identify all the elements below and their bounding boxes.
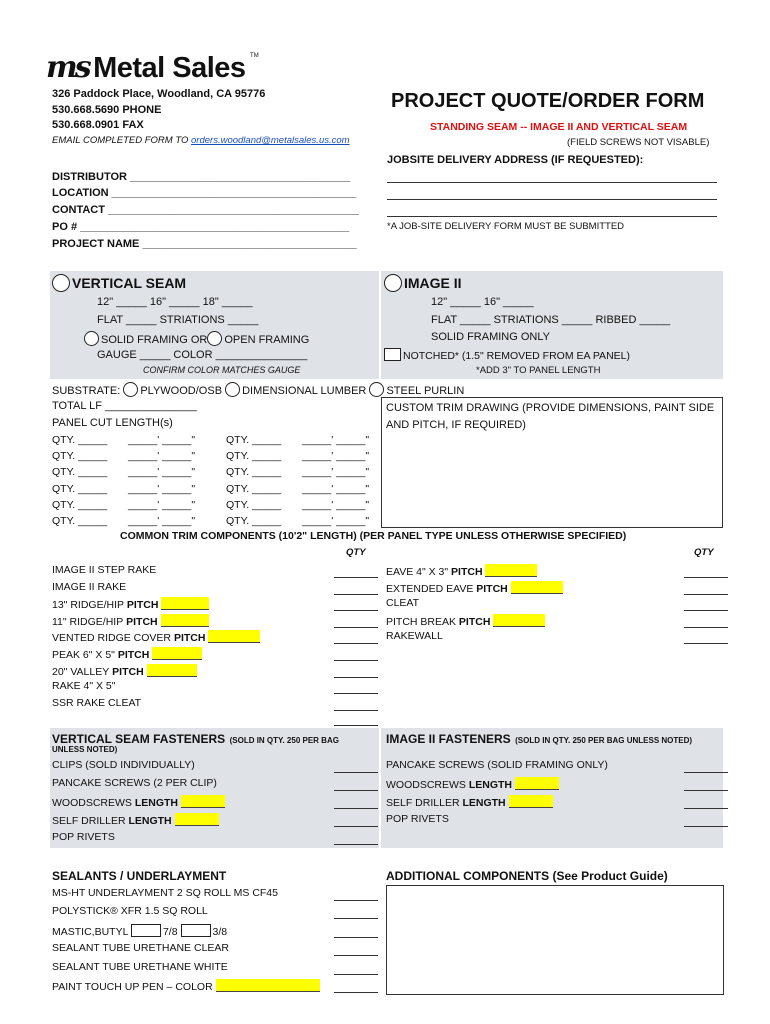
custom-trim-text: CUSTOM TRIM DRAWING (PROVIDE DIMENSIONS, PAINT SIDE AND PITCH, IF REQUIRED): [386, 402, 715, 431]
trim-item-label: EXTENDED EAVE: [386, 582, 474, 595]
qty-line[interactable]: [334, 627, 378, 628]
trim-item-label: RAKEWALL: [386, 630, 443, 643]
jobsite-line-2[interactable]: [387, 199, 717, 200]
length-field[interactable]: [509, 795, 553, 808]
qty-line[interactable]: [334, 900, 378, 901]
trim-item: [52, 614, 209, 628]
length-field[interactable]: _____' _____": [302, 498, 370, 511]
fastener-item: [386, 777, 559, 791]
qty-line[interactable]: [684, 772, 728, 773]
trim-item: [52, 630, 260, 644]
vs-fasteners-note2: UNLESS NOTED): [52, 745, 118, 754]
trim-item-label: IMAGE II RAKE: [52, 580, 127, 593]
qty-line[interactable]: [334, 610, 378, 611]
qty-line[interactable]: [334, 643, 378, 644]
vs-gauge[interactable]: GAUGE _____ COLOR _______________: [97, 349, 308, 361]
fax: 530.668.0901 FAX: [52, 119, 144, 131]
qty-field[interactable]: QTY. _____: [52, 434, 108, 446]
email-line: [52, 135, 350, 146]
qty-line[interactable]: [334, 808, 378, 809]
qty-line[interactable]: [684, 627, 728, 628]
trim-qty-left: QTY: [346, 547, 366, 558]
fastener-label: WOODSCREWS: [52, 797, 132, 809]
notched-label: NOTCHED* (1.5" REMOVED FROM EA PANEL): [403, 350, 630, 362]
length-label: LENGTH: [465, 779, 515, 791]
vs-widths[interactable]: 12" _____ 16" _____ 18" _____: [97, 296, 253, 308]
fastener-label: CLIPS (SOLD INDIVIDUALLY): [52, 759, 195, 771]
i2-flat[interactable]: FLAT _____ STRIATIONS _____ RIBBED _____: [431, 314, 671, 326]
qty-line[interactable]: [334, 693, 378, 694]
size-box[interactable]: [131, 924, 161, 937]
open-framing-label: OPEN FRAMING: [224, 334, 310, 346]
project-name-field[interactable]: PROJECT NAME ___________________________________: [52, 238, 357, 250]
vertical-seam-radio[interactable]: [52, 274, 70, 292]
location-field[interactable]: LOCATION ________________________________________: [52, 187, 357, 199]
i2-widths[interactable]: 12" _____ 16" _____: [431, 296, 534, 308]
trim-pitch-label: PITCH: [114, 649, 153, 661]
pitch-field[interactable]: [208, 630, 260, 643]
lumber-radio[interactable]: [225, 382, 240, 397]
fastener-item: [52, 777, 217, 789]
pitch-field[interactable]: [161, 614, 209, 627]
length-field[interactable]: _____' _____": [302, 515, 370, 527]
length-label: LENGTH: [459, 797, 509, 809]
total-lf[interactable]: TOTAL LF _______________: [52, 400, 197, 412]
qty-line[interactable]: [684, 643, 728, 644]
jobsite-label: JOBSITE DELIVERY ADDRESS (IF REQUESTED):: [387, 154, 644, 166]
address: 326 Paddock Place, Woodland, CA 95776: [52, 88, 266, 100]
image2-radio[interactable]: [384, 274, 402, 292]
trim-item: [52, 664, 197, 678]
image2-title: [384, 274, 462, 292]
vs-fasteners-note: (SOLD IN QTY. 250 PER BAG: [229, 736, 339, 745]
solid-framing-label: SOLID FRAMING OR: [101, 334, 208, 346]
fastener-label: PANCAKE SCREWS (2 PER CLIP): [52, 777, 217, 789]
fastener-label: SELF DRILLER: [52, 815, 126, 827]
length-field[interactable]: _____' _____": [302, 434, 370, 446]
length-field[interactable]: _____' _____": [128, 498, 196, 511]
logo-text: Metal Sales: [93, 52, 246, 84]
trim-item: [52, 597, 209, 611]
vertical-seam-label: VERTICAL SEAM: [72, 275, 187, 291]
trim-item-label: EAVE 4" X 3": [386, 566, 449, 578]
fastener-item: [52, 813, 219, 827]
qty-line[interactable]: [334, 826, 378, 827]
sealant-item: [52, 887, 278, 899]
fastener-item: [386, 813, 449, 825]
trim-item: [386, 614, 545, 628]
substrate-label: SUBSTRATE:: [52, 385, 121, 397]
trim-item-label: VENTED RIDGE COVER: [52, 632, 172, 645]
vs-confirm: CONFIRM COLOR MATCHES GAUGE: [143, 365, 301, 375]
additional-box[interactable]: [386, 885, 724, 995]
trim-item: [386, 597, 419, 609]
size-label: 3/8: [212, 925, 228, 938]
vs-fasteners-label: VERTICAL SEAM FASTENERS: [52, 732, 226, 746]
size-label: 7/8: [162, 925, 178, 938]
qty-line[interactable]: [334, 992, 378, 993]
length-field[interactable]: _____' _____": [128, 482, 196, 495]
trim-item-label: CLEAT: [386, 597, 420, 610]
length-field[interactable]: _____' _____": [128, 450, 196, 463]
qty-line[interactable]: [334, 710, 378, 711]
phone: 530.668.5690 PHONE: [52, 104, 162, 116]
fastener-item: [52, 759, 195, 771]
qty-line[interactable]: [334, 594, 378, 595]
qty-line[interactable]: [334, 918, 378, 919]
qty-line[interactable]: [334, 577, 378, 578]
purlin-radio[interactable]: [369, 382, 384, 397]
i2-fasteners-title: [386, 730, 692, 748]
qty-line[interactable]: [334, 677, 378, 678]
qty-field[interactable]: QTY. _____: [226, 466, 282, 479]
trim-item: [52, 581, 126, 593]
form-title: PROJECT QUOTE/ORDER FORM: [391, 90, 705, 112]
length-field[interactable]: _____' _____": [302, 466, 370, 479]
length-field[interactable]: [175, 813, 219, 826]
substrate-row: [52, 382, 464, 397]
sealants-title: SEALANTS / UNDERLAYMENT: [52, 869, 227, 883]
trim-item: [52, 564, 156, 576]
contact-field[interactable]: CONTACT _________________________________________: [52, 204, 359, 216]
color-field[interactable]: [216, 979, 320, 992]
trim-item-label: 20" VALLEY: [52, 665, 110, 678]
sealant-item: [52, 905, 208, 917]
sealant-label: MASTIC,BUTYL: [52, 925, 129, 938]
qty-line[interactable]: [334, 844, 378, 845]
pitch-field[interactable]: [152, 647, 202, 660]
size-box[interactable]: [181, 924, 211, 937]
jobsite-line-3[interactable]: [387, 216, 717, 217]
fastener-label: POP RIVETS: [52, 831, 115, 843]
qty-line[interactable]: [684, 577, 728, 578]
distributor-field[interactable]: DISTRIBUTOR ____________________________________: [52, 171, 351, 183]
fastener-label: PANCAKE SCREWS (SOLID FRAMING ONLY): [386, 759, 608, 771]
purlin-label: STEEL PURLIN: [386, 385, 465, 397]
trim-item-label: PITCH BREAK: [386, 615, 457, 628]
qty-field[interactable]: QTY. _____: [226, 515, 282, 527]
qty-line[interactable]: [334, 660, 378, 661]
jobsite-line-1[interactable]: [387, 182, 717, 183]
trim-item: [386, 564, 537, 578]
vs-framing: [84, 331, 309, 346]
sealant-item: [52, 942, 229, 954]
length-label: LENGTH: [131, 797, 181, 809]
image2-label: IMAGE II: [404, 275, 462, 291]
trim-item-label: 11" RIDGE/HIP: [52, 615, 124, 628]
length-label: LENGTH: [125, 815, 175, 827]
qty-line[interactable]: [684, 790, 728, 791]
trim-heading: COMMON TRIM COMPONENTS (10'2" LENGTH) (PER PANEL TYPE UNLESS OTHERWISE SPECIFIED): [120, 530, 627, 542]
trim-item-label: 13" RIDGE/HIP: [52, 599, 124, 612]
fastener-item: [52, 831, 115, 843]
trim-pitch-label: PITCH: [456, 615, 494, 628]
qty-line[interactable]: [684, 594, 728, 595]
qty-line[interactable]: [334, 974, 378, 975]
email-link[interactable]: orders.woodland@metalsales.us.com: [191, 135, 350, 146]
trim-qty-right: QTY: [694, 547, 714, 558]
length-field[interactable]: _____' _____": [128, 466, 196, 479]
pitch-field[interactable]: [485, 564, 537, 577]
trim-pitch-label: PITCH: [473, 582, 511, 595]
sealant-label: MS-HT UNDERLAYMENT 2 SQ ROLL MS CF45: [52, 887, 278, 899]
trim-item-label: PEAK 6" X 5": [52, 649, 115, 661]
trim-item-label: SSR RAKE CLEAT: [52, 696, 142, 709]
pitch-field[interactable]: [161, 597, 209, 610]
solid-framing-radio[interactable]: [84, 331, 99, 346]
form-subnote: (FIELD SCREWS NOT VISABLE): [567, 137, 710, 148]
trim-pitch-label: PITCH: [124, 599, 162, 612]
trim-pitch-label: PITCH: [448, 566, 486, 578]
plywood-radio[interactable]: [123, 382, 138, 397]
logo-tm: TM: [250, 53, 259, 59]
qty-field[interactable]: QTY. _____: [52, 466, 108, 479]
trim-item: [52, 697, 141, 709]
qty-line[interactable]: [684, 610, 728, 611]
qty-field[interactable]: QTY. _____: [52, 515, 108, 527]
qty-line[interactable]: [334, 725, 378, 726]
length-field[interactable]: _____' _____": [128, 515, 196, 527]
trim-item-label: IMAGE II STEP RAKE: [52, 564, 157, 576]
qty-field[interactable]: QTY. _____: [226, 498, 282, 511]
fastener-item: [386, 759, 608, 771]
plywood-label: PLYWOOD/OSB: [140, 385, 223, 397]
sealant-label: PAINT TOUCH UP PEN – COLOR: [52, 981, 213, 993]
sealant-item: [52, 979, 320, 993]
i2-notched: [384, 348, 630, 362]
vs-flat[interactable]: FLAT _____ STRIATIONS _____: [97, 314, 259, 326]
panel-cut-label: PANEL CUT LENGTH(s): [52, 417, 173, 429]
pitch-field[interactable]: [511, 581, 563, 594]
jobsite-note: *A JOB-SITE DELIVERY FORM MUST BE SUBMITTED: [387, 221, 625, 232]
qty-line[interactable]: [334, 772, 378, 773]
email-prefix: EMAIL COMPLETED FORM TO: [52, 135, 192, 146]
pitch-field[interactable]: [147, 664, 197, 677]
qty-field[interactable]: QTY. _____: [226, 482, 282, 495]
trim-item: [52, 647, 202, 661]
qty-field[interactable]: QTY. _____: [52, 498, 108, 511]
trim-pitch-label: PITCH: [171, 632, 209, 645]
open-framing-radio[interactable]: [207, 331, 222, 346]
logo-mark: ms: [46, 50, 89, 85]
notched-checkbox[interactable]: [384, 348, 401, 361]
i2-fasteners-note: (SOLD IN QTY. 250 PER BAG UNLESS NOTED): [515, 736, 693, 745]
vertical-seam-title: [52, 274, 186, 292]
qty-line[interactable]: [334, 955, 378, 956]
po-field[interactable]: PO # ____________________________________________: [52, 221, 350, 233]
trim-item: [52, 680, 115, 692]
trim-item-label: RAKE 4" X 5": [52, 680, 116, 693]
length-field[interactable]: [515, 777, 559, 790]
i2-fasteners-label: IMAGE II FASTENERS: [386, 732, 511, 746]
length-field[interactable]: _____' _____": [302, 482, 370, 495]
sealant-label: POLYSTICK® XFR 1.5 SQ ROLL: [52, 905, 208, 918]
length-field[interactable]: [181, 795, 225, 808]
sealant-item: [52, 961, 228, 973]
trim-item: [386, 581, 563, 595]
sealant-label: SEALANT TUBE URETHANE WHITE: [52, 960, 228, 973]
qty-line[interactable]: [684, 808, 728, 809]
qty-line[interactable]: [334, 790, 378, 791]
additional-title: ADDITIONAL COMPONENTS (See Product Guide): [386, 869, 668, 883]
i2-solid: SOLID FRAMING ONLY: [431, 331, 550, 343]
length-field[interactable]: _____' _____": [302, 450, 370, 463]
qty-field[interactable]: QTY. _____: [52, 482, 108, 495]
fastener-label: SELF DRILLER: [386, 797, 460, 809]
lumber-label: DIMENSIONAL LUMBER: [242, 385, 367, 397]
sealant-label: SEALANT TUBE URETHANE CLEAR: [52, 942, 229, 955]
fastener-item: [386, 795, 553, 809]
qty-field[interactable]: QTY. _____: [52, 450, 108, 463]
company-logo: [46, 50, 259, 85]
qty-field[interactable]: QTY. _____: [226, 434, 282, 446]
trim-item: [386, 630, 443, 642]
fastener-item: [52, 795, 225, 809]
form-subtitle: STANDING SEAM -- IMAGE II AND VERTICAL SEAM: [430, 121, 688, 133]
trim-pitch-label: PITCH: [109, 665, 147, 678]
i2-add: *ADD 3" TO PANEL LENGTH: [476, 365, 601, 376]
qty-line[interactable]: [334, 937, 378, 938]
qty-field[interactable]: QTY. _____: [226, 450, 282, 463]
sealant-item: [52, 924, 227, 938]
length-field[interactable]: _____' _____": [128, 434, 196, 446]
qty-line[interactable]: [684, 826, 728, 827]
fastener-label: POP RIVETS: [386, 813, 449, 825]
pitch-field[interactable]: [493, 614, 545, 627]
fastener-label: WOODSCREWS: [386, 779, 466, 791]
trim-pitch-label: PITCH: [123, 615, 161, 628]
